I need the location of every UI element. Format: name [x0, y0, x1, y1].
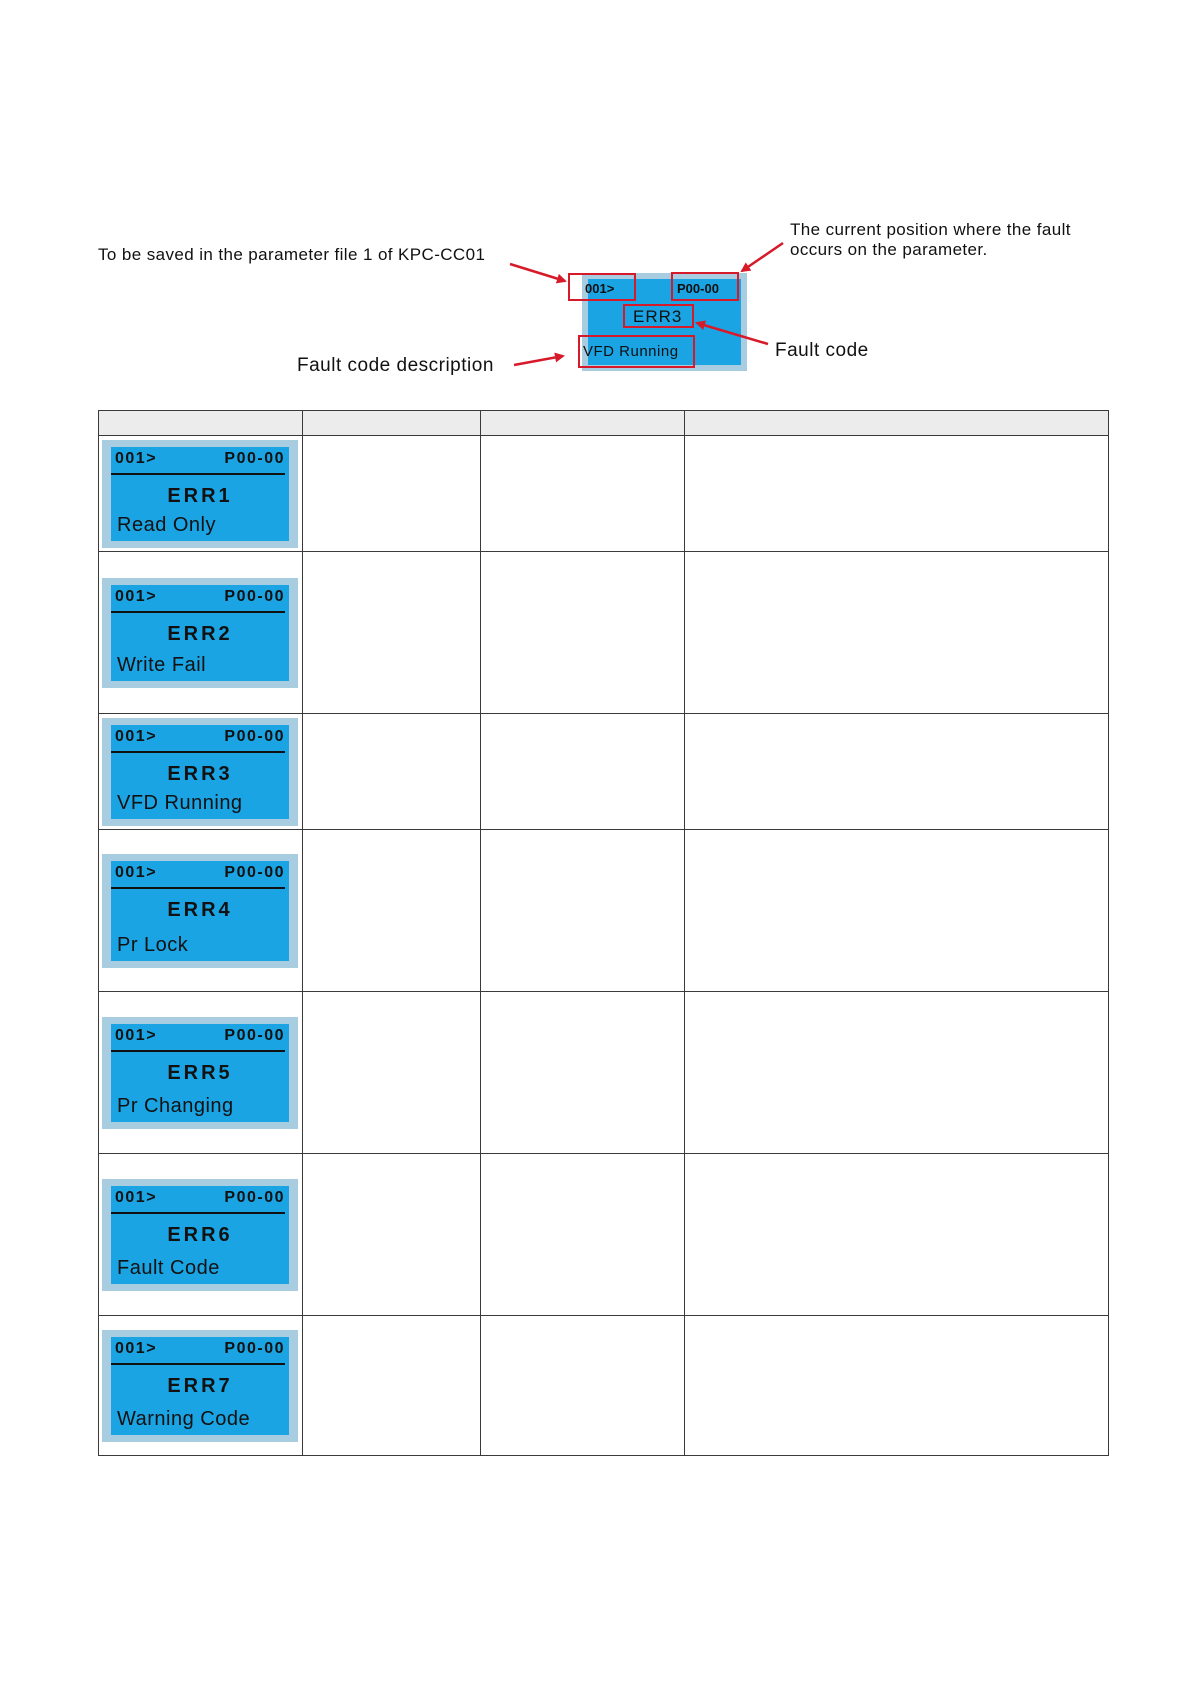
table-cell — [685, 436, 1109, 552]
arrow-to-file — [510, 264, 565, 281]
table-cell — [685, 1316, 1109, 1456]
table-cell — [685, 992, 1109, 1154]
lcd-param: P00-00 — [224, 587, 285, 605]
lcd-file: 001> — [115, 1188, 158, 1206]
lcd-error-code: ERR1 — [167, 484, 233, 507]
lcd-param: P00-00 — [224, 1026, 285, 1044]
lcd-error-code: ERR5 — [167, 1061, 233, 1084]
lcd-screen — [111, 1024, 289, 1122]
table-cell — [481, 714, 685, 830]
lcd-error-code: ERR6 — [167, 1223, 233, 1246]
lcd-display — [102, 1179, 298, 1291]
lcd-screen — [111, 447, 289, 541]
table-cell — [303, 992, 481, 1154]
lcd-display — [102, 578, 298, 688]
table-cell — [303, 1154, 481, 1316]
label-fault-code: Fault code — [775, 340, 869, 361]
lcd-cell — [99, 992, 303, 1154]
diagram-lcd-desc: VFD Running — [583, 343, 679, 360]
table-cell — [303, 436, 481, 552]
lcd-divider — [111, 1050, 285, 1052]
error-code-table — [98, 410, 1109, 1456]
table-cell — [481, 830, 685, 992]
lcd-divider — [111, 1212, 285, 1214]
table-cell — [481, 992, 685, 1154]
lcd-cell — [99, 1316, 303, 1456]
note-current-position-line1: The current position where the fault — [790, 220, 1071, 239]
label-fault-code-description: Fault code description — [297, 355, 494, 376]
header-col4 — [685, 411, 1109, 436]
lcd-error-desc: Pr Lock — [117, 933, 189, 956]
table-cell — [481, 552, 685, 714]
lcd-error-code: ERR4 — [167, 898, 233, 921]
lcd-param: P00-00 — [224, 1339, 285, 1357]
table-cell — [303, 1316, 481, 1456]
lcd-display — [102, 440, 298, 548]
lcd-divider — [111, 751, 285, 753]
lcd-error-desc: Write Fail — [117, 653, 207, 676]
lcd-error-desc: VFD Running — [117, 791, 243, 814]
table-cell — [303, 714, 481, 830]
table-row — [99, 830, 1109, 992]
lcd-display — [102, 1330, 298, 1442]
note-current-position-line2: occurs on the parameter. — [790, 240, 988, 259]
lcd-cell — [99, 1154, 303, 1316]
lcd-screen — [111, 585, 289, 681]
lcd-cell — [99, 436, 303, 552]
lcd-display — [102, 1017, 298, 1129]
lcd-screen — [111, 1337, 289, 1435]
table-row — [99, 1316, 1109, 1456]
table-cell — [481, 436, 685, 552]
lcd-error-desc: Warning Code — [117, 1407, 251, 1430]
lcd-file: 001> — [115, 1339, 158, 1357]
lcd-screen — [111, 1186, 289, 1284]
lcd-param: P00-00 — [224, 449, 285, 467]
header-display — [99, 411, 303, 436]
lcd-error-code: ERR3 — [167, 762, 233, 785]
lcd-divider — [111, 611, 285, 613]
lcd-screen — [111, 861, 289, 961]
lcd-error-code: ERR7 — [167, 1374, 233, 1397]
lcd-file: 001> — [115, 863, 158, 881]
lcd-file: 001> — [115, 449, 158, 467]
header-col3 — [481, 411, 685, 436]
lcd-cell — [99, 552, 303, 714]
table-row — [99, 1154, 1109, 1316]
arrow-to-code — [697, 323, 768, 344]
lcd-file: 001> — [115, 1026, 158, 1044]
table-cell — [481, 1154, 685, 1316]
diagram-lcd-code: ERR3 — [633, 307, 683, 326]
lcd-param: P00-00 — [224, 727, 285, 745]
lcd-error-code: ERR2 — [167, 622, 233, 645]
table-cell — [303, 830, 481, 992]
diagram-lcd-file: 001> — [585, 281, 615, 296]
lcd-param: P00-00 — [224, 863, 285, 881]
annotation-arrows — [0, 0, 1191, 420]
lcd-display — [102, 718, 298, 826]
lcd-divider — [111, 887, 285, 889]
table-cell — [481, 1316, 685, 1456]
lcd-display — [102, 854, 298, 968]
diagram-lcd-param: P00-00 — [677, 281, 719, 296]
arrow-to-desc — [514, 356, 563, 365]
lcd-cell — [99, 714, 303, 830]
table-cell — [685, 714, 1109, 830]
lcd-divider — [111, 1363, 285, 1365]
lcd-file: 001> — [115, 587, 158, 605]
table-cell — [685, 552, 1109, 714]
table-cell — [303, 552, 481, 714]
table-cell — [685, 1154, 1109, 1316]
table-row — [99, 992, 1109, 1154]
arrow-to-param — [742, 243, 783, 271]
lcd-divider — [111, 473, 285, 475]
note-saved-in-file: To be saved in the parameter file 1 of KPC-CC01 — [98, 245, 486, 264]
table-row — [99, 552, 1109, 714]
table-header-row — [99, 411, 1109, 436]
lcd-error-desc: Fault Code — [117, 1256, 220, 1279]
table-row — [99, 436, 1109, 552]
lcd-error-desc: Read Only — [117, 513, 216, 536]
header-col2 — [303, 411, 481, 436]
lcd-error-desc: Pr Changing — [117, 1094, 234, 1117]
lcd-screen — [111, 725, 289, 819]
table-row — [99, 714, 1109, 830]
lcd-cell — [99, 830, 303, 992]
lcd-param: P00-00 — [224, 1188, 285, 1206]
lcd-file: 001> — [115, 727, 158, 745]
table-cell — [685, 830, 1109, 992]
